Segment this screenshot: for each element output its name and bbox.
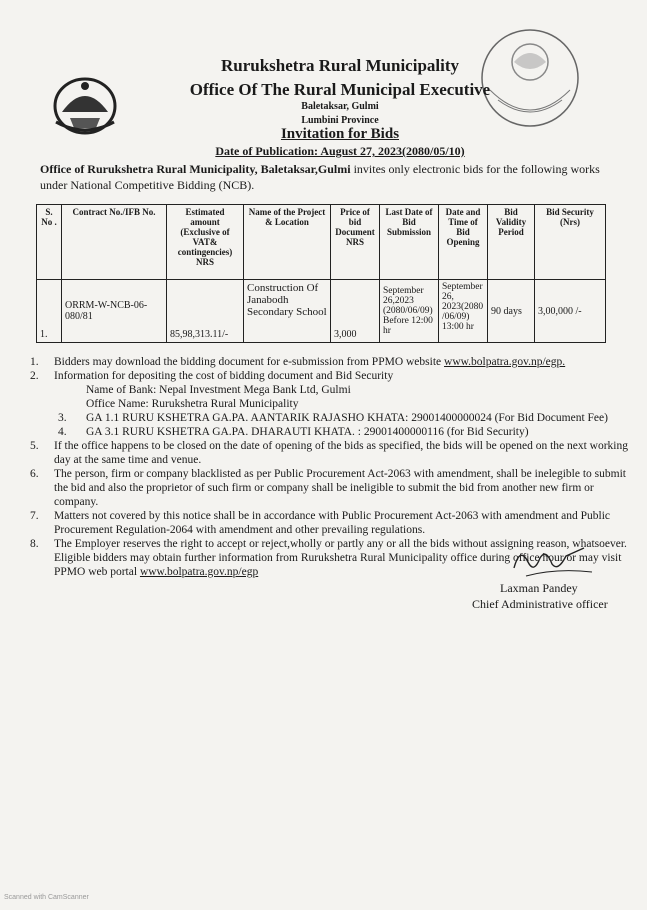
table-cell: Construction Of Janabodh Secondary School <box>244 280 331 343</box>
list-item: 2. Information for depositing the cost of bidding document and Bid Security <box>30 370 394 382</box>
notice-title: Invitation for Bids <box>280 126 400 142</box>
list-item: 5. If the office happens to be closed on the date of opening of the bids as specified, the bids will be opened on the next working day at the same time and venue. <box>30 440 628 466</box>
table-cell: 90 days <box>488 280 535 343</box>
office-name: Office Of The Rural Municipal Executive <box>189 80 491 99</box>
bids-table <box>36 204 606 343</box>
signatory-title: Chief Administrative officer <box>472 597 608 611</box>
table-row <box>37 280 606 343</box>
list-item: 8. The Employer reserves the right to accept or reject,wholly or partly any or all the bids without assigning reason, whatsoever. Eligible bidders may obtain further information from Rurukshetra Rural Municipality office during office hour or may visit PPMO web portal www.bolpatra.gov.np/egp <box>30 538 627 578</box>
intro-rest: invites only electronic bids for the following works under National Competitive Bidding (NCB). <box>40 162 600 192</box>
table-header-cell: Contract No./IFB No. <box>62 205 167 280</box>
address-line-2: Lumbini Province <box>301 115 379 126</box>
nepal-emblem-icon <box>50 72 120 136</box>
table-header-cell: Last Date of Bid Submission <box>380 205 439 280</box>
list-item: 6. The person, firm or company blacklisted as per Public Procurement Act-2063 with amendment, shall be inelegible to submit the bid and also the proprietor of such firm or company shall be ineligible to submit the bid from another new firm or company. <box>30 468 626 508</box>
table-header-cell: Date and Time of Bid Opening <box>439 205 488 280</box>
table-header-cell: Price of bid Document NRS <box>331 205 380 280</box>
table-header-cell: Bid Security (Nrs) <box>535 205 606 280</box>
signature-icon <box>506 538 596 582</box>
table-cell: September 26,2023 (2080/06/09) Before 12:00 hr <box>380 280 439 343</box>
table-cell: 85,98,313.11/- <box>167 280 244 343</box>
table-header-cell: Name of the Project & Location <box>244 205 331 280</box>
list-item: 4. GA 3.1 RURU KSHETRA GA.PA. DHARAUTI KHATA. : 29001400000116 (for Bid Security) <box>58 426 529 438</box>
list-item: 7. Matters not covered by this notice shall be in accordance with Public Procurement Act-2063 with amendment and Public Procurement Regulation-2064 with amendment and other prevailing regulations. <box>30 510 611 536</box>
publication-date: Date of Publication: August 27, 2023(2080/05/10) <box>215 144 465 158</box>
table-cell: 1. <box>37 280 62 343</box>
scanner-watermark: Scanned with CamScanner <box>4 894 89 901</box>
ppmo-portal-link[interactable]: www.bolpatra.gov.np/egp <box>139 566 259 578</box>
intro-bold: Office of Rurukshetra Rural Municipality, Baletaksar,Gulmi <box>40 162 351 176</box>
intro-paragraph <box>40 161 620 193</box>
bank-name: Name of Bank: Nepal Investment Mega Bank Ltd, Gulmi <box>86 384 351 396</box>
signatory-name: Laxman Pandey <box>500 581 578 595</box>
list-item: 1. Bidders may download the bidding document for e-submission from PPMO website www.bolpatra.gov.np/egp. <box>30 356 566 368</box>
municipality-name: Rurukshetra Rural Municipality <box>220 56 460 75</box>
office-name-line: Office Name: Rurukshetra Rural Municipality <box>86 398 299 410</box>
table-cell: September 26, 2023(2080 /06/09) 13:00 hr <box>439 280 488 343</box>
table-header-cell: Bid Validity Period <box>488 205 535 280</box>
list-item: 3. GA 1.1 RURU KSHETRA GA.PA. AANTARIK RAJASHO KHATA: 29001400000024 (For Bid Document Fee) <box>58 412 608 424</box>
table-cell: 3,00,000 /- <box>535 280 606 343</box>
table-cell: ORRM-W-NCB-06-080/81 <box>62 280 167 343</box>
ppmo-link[interactable]: www.bolpatra.gov.np/egp. <box>444 356 566 368</box>
table-cell: 3,000 <box>331 280 380 343</box>
address-line-1: Baletaksar, Gulmi <box>301 101 379 112</box>
table-header-cell: Estimated amount (Exclusive of VAT& contingencies) NRS <box>167 205 244 280</box>
table-header-row <box>37 205 606 280</box>
table-header-cell: S. No . <box>37 205 62 280</box>
